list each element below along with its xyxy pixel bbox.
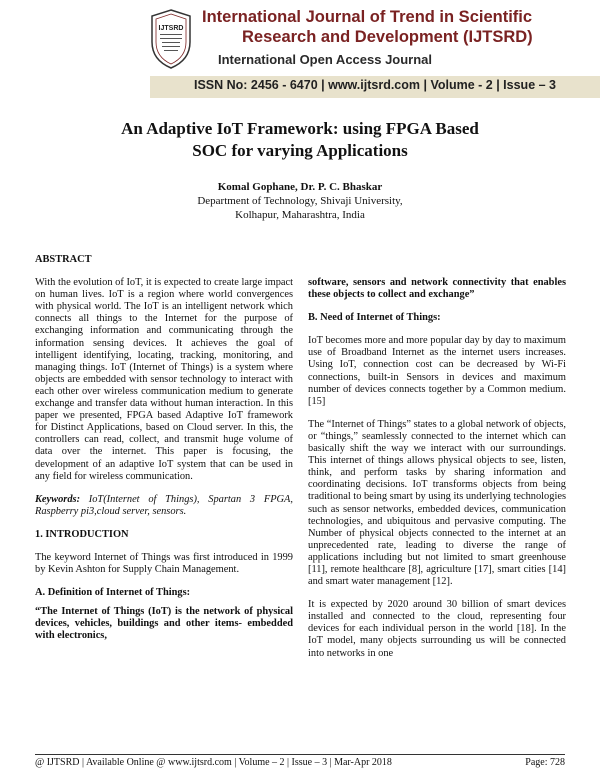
paper-title-line1: An Adaptive IoT Framework: using FPGA Based bbox=[121, 119, 479, 138]
svg-text:IJTSRD: IJTSRD bbox=[158, 25, 184, 32]
journal-header bbox=[0, 0, 600, 102]
journal-title bbox=[200, 7, 600, 47]
keywords bbox=[35, 494, 293, 518]
journal-title-line1: International Journal of Trend in Scientific bbox=[202, 8, 533, 26]
author-block bbox=[100, 180, 500, 222]
journal-subtitle: International Open Access Journal bbox=[217, 52, 433, 67]
affiliation-line2: Kolhapur, Maharashtra, India bbox=[235, 209, 365, 221]
journal-title-line2: Research and Development (IJTSRD) bbox=[242, 28, 533, 46]
intro-heading: 1. INTRODUCTION bbox=[35, 528, 129, 540]
page-footer bbox=[35, 757, 565, 768]
left-column bbox=[35, 254, 293, 643]
need-paragraph-1: IoT becomes more and more popular day by day to maximum use of Broadband Internet as the internet users increases. Using IoT, connection cost can be decreased by Wi-Fi connections, built-in Sensors in devices and maximum number of devices connects together by a Common medium.[15] bbox=[308, 335, 566, 407]
abstract-heading: ABSTRACT bbox=[35, 254, 92, 265]
keywords-text: IoT(Internet of Things), Spartan 3 FPGA, Raspberry pi3,cloud server, sensors. bbox=[35, 493, 293, 517]
journal-logo bbox=[148, 8, 194, 70]
paper-title bbox=[60, 118, 540, 162]
definition-quote-end: software, sensors and network connectivity that enables these objects to collect and exchange” bbox=[308, 277, 566, 301]
abstract-text: With the evolution of IoT, it is expected to create large impact on human lives. IoT is a region where world convergences with physical world. The IoT is an intelligent network which connects all things to the Internet for the purpose of exchanging information and communicating through the information sensing devices. It achieves the goal of intelligent identifying, locating, tracking, monitoring, and managing things. IoT (Internet of Things) is a system where objects are embedded with sensor technology to interact with each other over wireless communication medium to generate exchange and transfer data without human interaction. In this paper we presented, FPGA based Adaptive IoT framework for Distinct Applications, based on Cloud server. In this, the controllers can read, collect, and transmit huge volume of data over the internet. This paper is focusing, the development of an adaptive IoT system that can be used in any field for wireless communication. bbox=[35, 277, 293, 482]
paper-title-line2: SOC for varying Applications bbox=[192, 141, 408, 160]
footer-info: @ IJTSRD | Available Online @ www.ijtsrd.com | Volume – 2 | Issue – 3 | Mar-Apr 2018 bbox=[35, 757, 392, 768]
need-paragraph-3: It is expected by 2020 around 30 billion of smart devices installed and connected to the cloud, representing four devices for each individual person in the world [18]. In the IoT model, many objects surrounding us will be connected into networks in one bbox=[308, 599, 566, 659]
issn-line: ISSN No: 2456 - 6470 | www.ijtsrd.com | Volume - 2 | Issue – 3 bbox=[193, 78, 556, 92]
authors: Komal Gophane, Dr. P. C. Bhaskar bbox=[217, 181, 383, 193]
page-number: Page: 728 bbox=[525, 757, 565, 768]
affiliation-line1: Department of Technology, Shivaji University, bbox=[197, 195, 403, 207]
definition-heading: A. Definition of Internet of Things: bbox=[35, 587, 191, 599]
footer-divider bbox=[35, 754, 565, 755]
right-column bbox=[308, 277, 566, 660]
intro-text: The keyword Internet of Things was first introduced in 1999 by Kevin Ashton for Supply Chain Management. bbox=[35, 551, 293, 576]
definition-quote-start: “The Internet of Things (IoT) is the network of physical devices, vehicles, buildings and other items- embedded with electronics, bbox=[35, 606, 293, 642]
need-paragraph-2: The “Internet of Things” states to a global network of objects, or “things,” seamlessly connected to the internet which can basically shift the way we interact with our surroundings. This internet of things allows physical objects to see, listen, think, and perform tasks by sharing information and coordinating decisions. IoT transforms objects from being traditional to being smart by using its underlying technologies such as sensor networks, embedded devices, communication technologies, and ubiquitous and pervasive computing. The Number of physical objects connected to the internet at an unprecedented rate, leading to diverse the range of applications including but not limited to smart greenhouse [11], remote healthcare [8], agriculture [17], smart cities [14] and smart water management [12]. bbox=[308, 418, 566, 588]
keywords-label: Keywords: bbox=[35, 493, 81, 505]
need-heading: B. Need of Internet of Things: bbox=[308, 312, 441, 324]
